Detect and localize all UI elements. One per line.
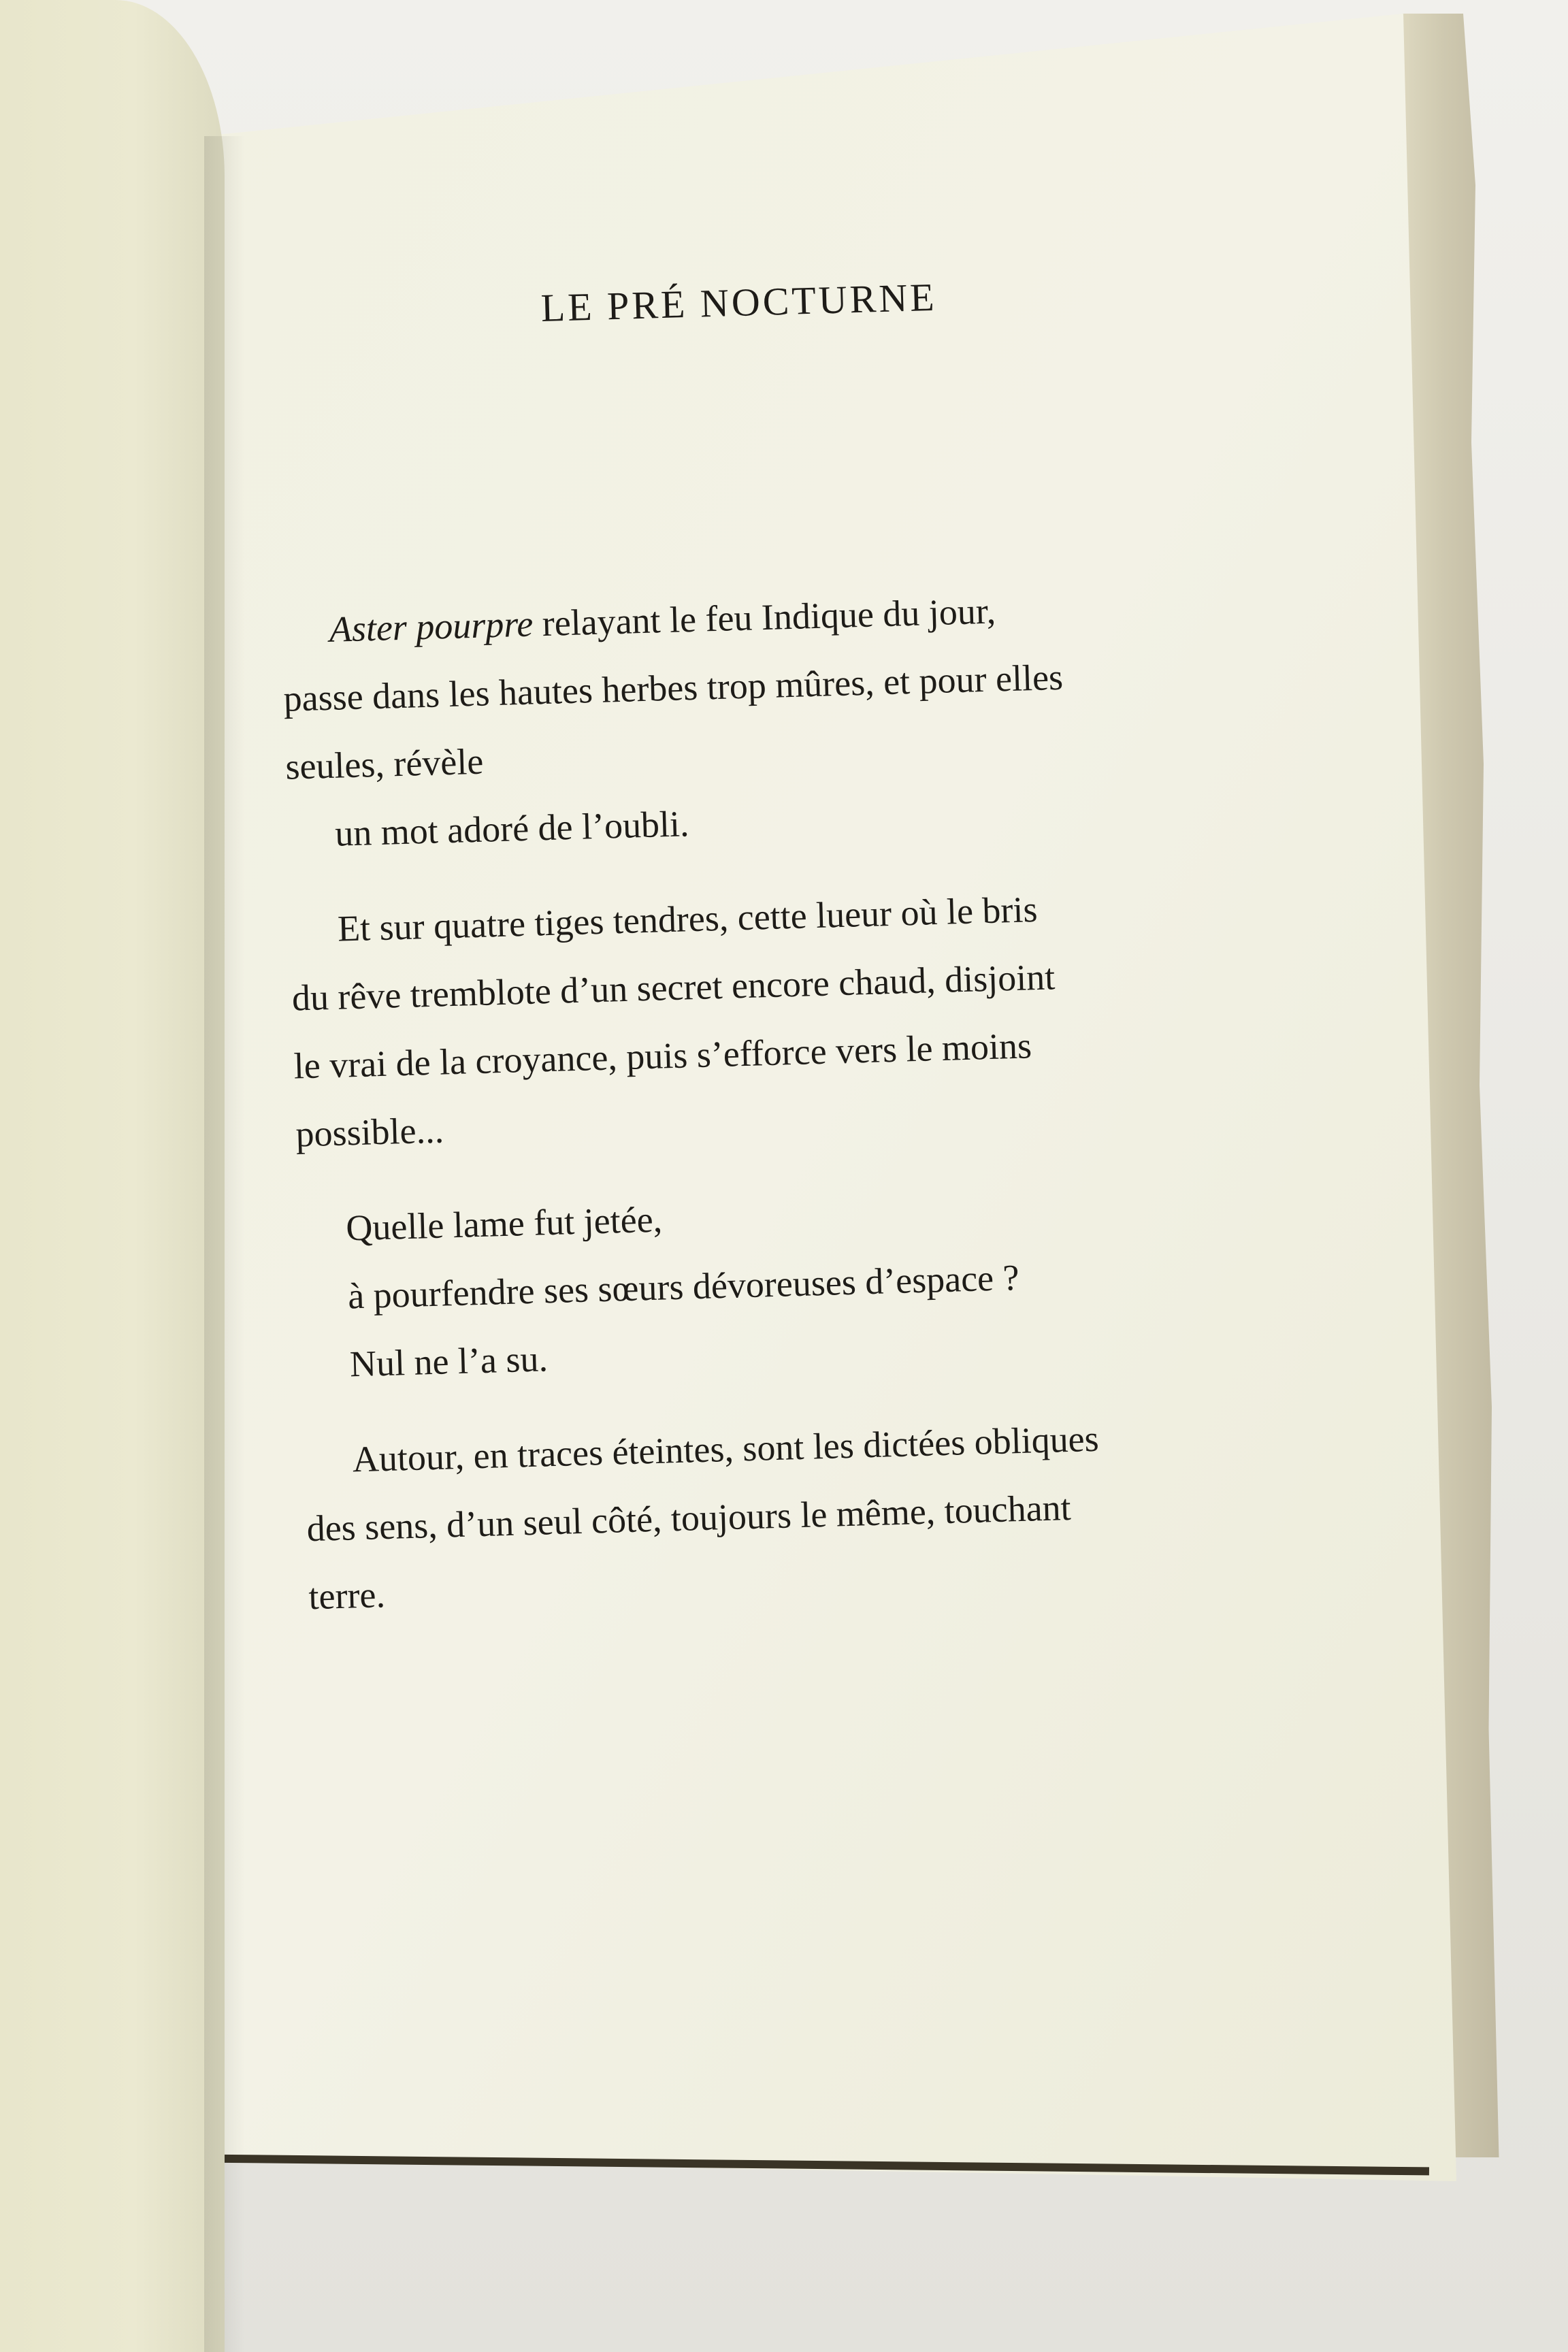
gutter-shadow (204, 136, 245, 2352)
poem-line: des sens, d’un seul côté, toujours le même, touchant (306, 1486, 1072, 1550)
stanza-3 (297, 1170, 1208, 1399)
poem-line: passe dans les hautes herbes trop mûres, et pour elles (282, 656, 1064, 719)
poem-line: seules, révèle (284, 740, 485, 787)
poem-title: LE PRÉ NOCTURNE (540, 274, 938, 330)
poem-line: possible... (295, 1109, 444, 1155)
poem-line: à pourfendre ses sœurs dévoreuses d’espace ? (347, 1256, 1020, 1317)
stanza-1 (280, 572, 1193, 869)
poem-line: du rêve tremblote d’un secret encore chaud, disjoint (291, 956, 1056, 1019)
poem-line: le vrai de la croyance, puis s’efforce vers le moins (293, 1025, 1032, 1087)
poem-line: Autour, en traces éteintes, sont les dictées obliques (352, 1418, 1100, 1480)
poem (272, 267, 1215, 1658)
poem-line: Quelle lame fut jetée, (345, 1198, 663, 1249)
line-text: relayant le feu Indique du jour, (532, 590, 996, 644)
poem-line: terre. (308, 1574, 386, 1618)
facing-page (0, 0, 225, 2352)
poem-line: un mot adoré de l’oubli. (334, 803, 690, 854)
italic-lead: Aster pourpre (329, 603, 534, 650)
stanza-2 (289, 871, 1202, 1169)
poem-line: Nul ne l’a su. (349, 1338, 549, 1385)
stanza-4 (304, 1401, 1215, 1631)
poem-line: Et sur quatre tiges tendres, cette lueur où le bris (337, 888, 1039, 949)
